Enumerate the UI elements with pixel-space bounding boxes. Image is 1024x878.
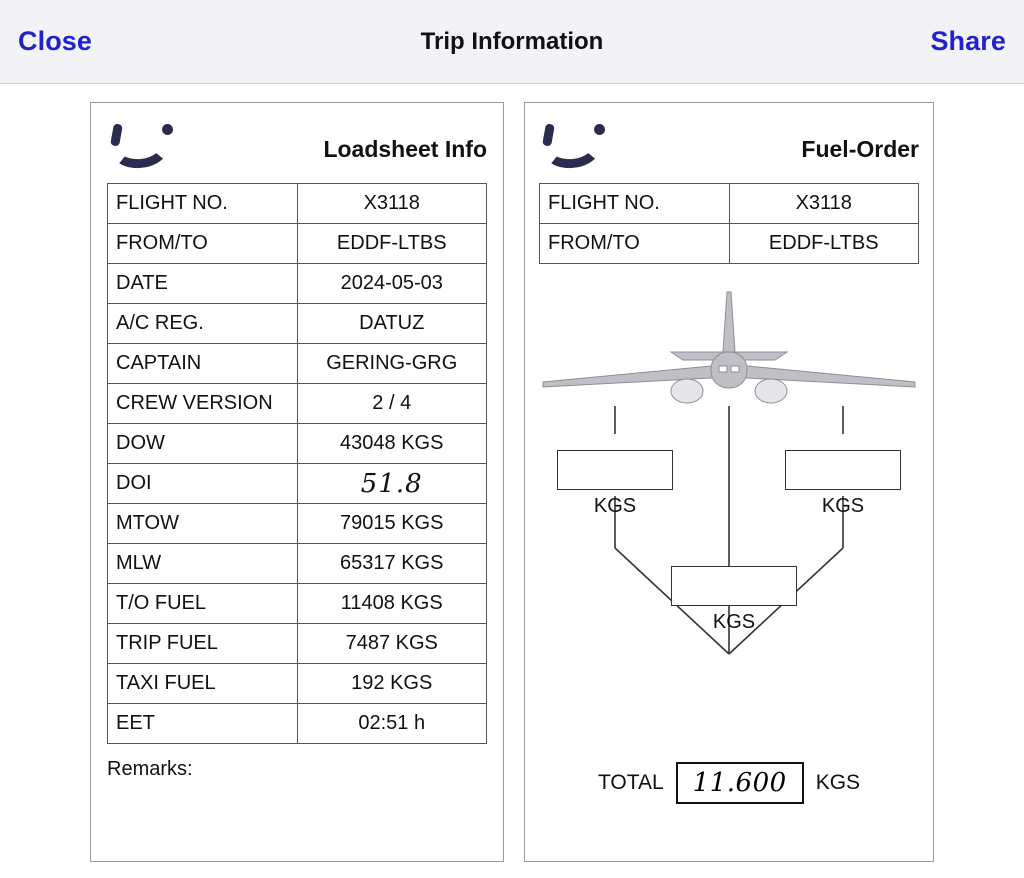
center-tank-unit: KGS	[712, 611, 756, 633]
row-value: GERING-GRG	[297, 344, 487, 384]
fuel-order-table	[539, 183, 919, 264]
fuel-order-title: Fuel-Order	[801, 135, 919, 162]
tui-smile-logo-icon	[539, 124, 611, 176]
table-row	[540, 224, 919, 264]
table-row	[108, 704, 487, 744]
row-value: 2 / 4	[297, 384, 487, 424]
row-value: 2024-05-03	[297, 264, 487, 304]
table-row	[108, 184, 487, 224]
document-area	[0, 84, 1024, 862]
row-value: 65317 KGS	[297, 544, 487, 584]
table-row	[108, 544, 487, 584]
remarks-label: Remarks:	[107, 758, 193, 780]
loadsheet-header	[107, 117, 487, 183]
row-label: FROM/TO	[108, 224, 298, 264]
table-row	[108, 464, 487, 504]
table-row	[108, 624, 487, 664]
table-row	[108, 664, 487, 704]
page-title: Trip Information	[420, 27, 604, 55]
total-unit: KGS	[815, 771, 861, 794]
row-value: DATUZ	[297, 304, 487, 344]
aircraft-front-view-icon	[539, 290, 919, 420]
table-row	[108, 584, 487, 624]
navigation-bar	[0, 0, 1024, 84]
table-row	[108, 504, 487, 544]
row-label: CREW VERSION	[108, 384, 298, 424]
fuel-order-card	[524, 102, 934, 862]
row-label: FROM/TO	[540, 224, 730, 264]
share-button[interactable]: Share	[930, 26, 1006, 56]
row-value: X3118	[729, 184, 919, 224]
table-row	[108, 384, 487, 424]
table-row	[108, 264, 487, 304]
row-label: DOW	[108, 424, 298, 464]
total-fuel-input[interactable]: 11.600	[676, 762, 804, 804]
fuel-order-header	[539, 117, 919, 183]
loadsheet-table	[107, 183, 487, 744]
row-label: EET	[108, 704, 298, 744]
right-tank-unit: KGS	[821, 495, 865, 517]
row-value: 79015 KGS	[297, 504, 487, 544]
table-row	[108, 304, 487, 344]
total-label: TOTAL	[597, 771, 664, 794]
close-button[interactable]: Close	[18, 26, 93, 56]
row-value: 43048 KGS	[297, 424, 487, 464]
table-row	[108, 424, 487, 464]
row-value: 11408 KGS	[297, 584, 487, 624]
row-value: EDDF-LTBS	[297, 224, 487, 264]
row-label: A/C REG.	[108, 304, 298, 344]
row-label: TAXI FUEL	[108, 664, 298, 704]
row-value: 02:51 h	[297, 704, 487, 744]
total-fuel-row	[539, 762, 919, 804]
right-tank-input[interactable]	[785, 450, 901, 490]
loadsheet-card	[90, 102, 504, 862]
row-value: EDDF-LTBS	[729, 224, 919, 264]
table-row	[108, 224, 487, 264]
row-value: 7487 KGS	[297, 624, 487, 664]
left-tank-unit: KGS	[593, 495, 637, 517]
row-label: CAPTAIN	[108, 344, 298, 384]
center-tank-input[interactable]	[671, 566, 797, 606]
row-label: DATE	[108, 264, 298, 304]
row-label: TRIP FUEL	[108, 624, 298, 664]
row-label: T/O FUEL	[108, 584, 298, 624]
row-label: FLIGHT NO.	[540, 184, 730, 224]
row-label: MLW	[108, 544, 298, 584]
left-tank-input[interactable]	[557, 450, 673, 490]
table-row	[108, 344, 487, 384]
row-label: FLIGHT NO.	[108, 184, 298, 224]
row-value: X3118	[297, 184, 487, 224]
row-value: 192 KGS	[297, 664, 487, 704]
fuel-distribution-diagram	[539, 290, 919, 810]
tui-smile-logo-icon	[107, 124, 179, 176]
row-label: MTOW	[108, 504, 298, 544]
row-value-handwritten: 51.8	[297, 464, 487, 504]
loadsheet-title: Loadsheet Info	[323, 135, 487, 162]
table-row	[540, 184, 919, 224]
row-label: DOI	[108, 464, 298, 504]
